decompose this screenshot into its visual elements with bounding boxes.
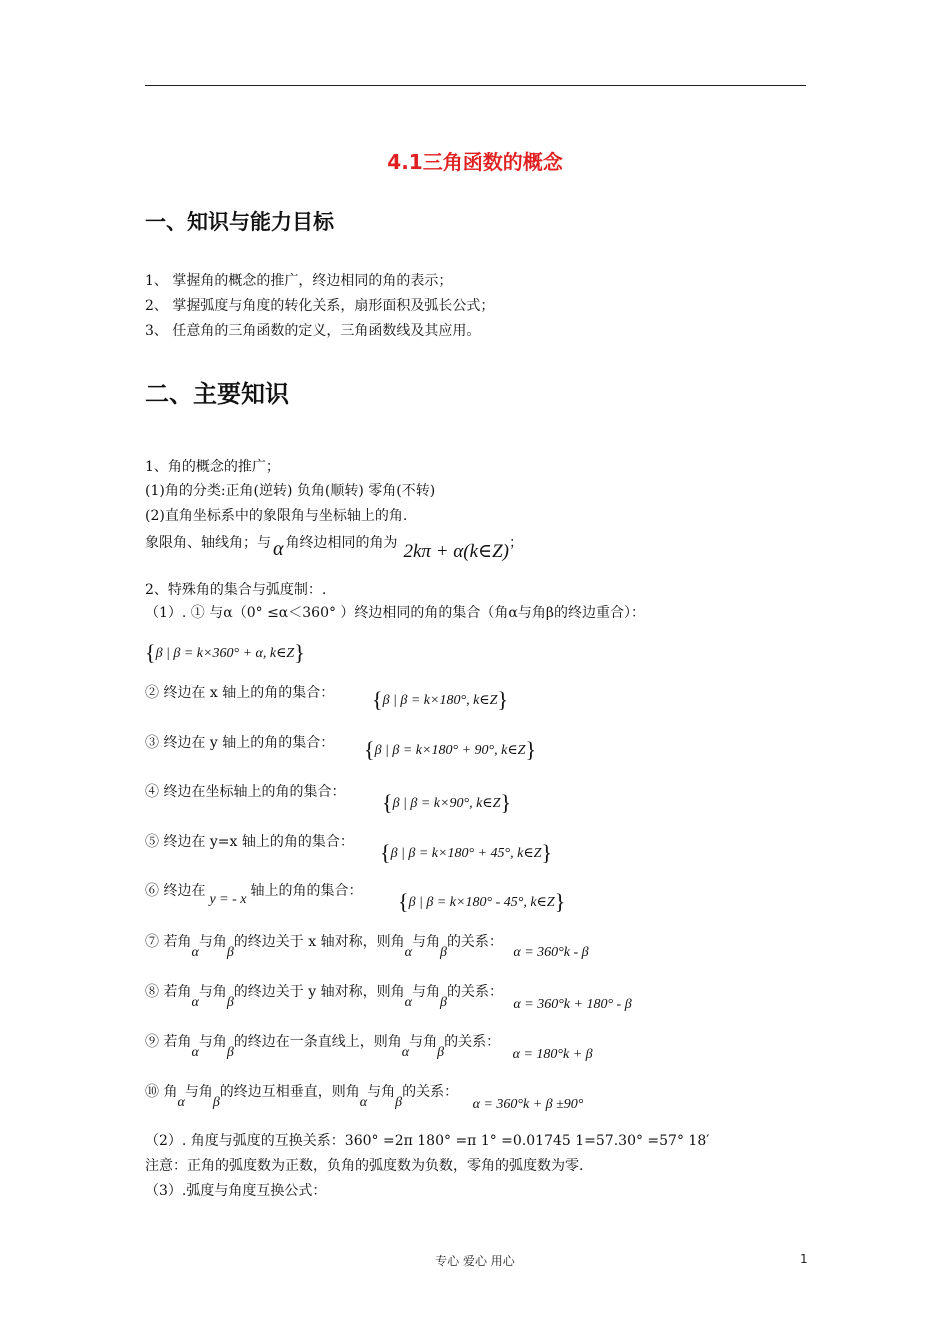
item-y-axis-label: ③ 终边在 y 轴上的角的集合： <box>145 735 335 751</box>
set-formula-yx: {β | β = k×180° + 45°, k∈Z} <box>380 840 553 865</box>
p2-sub2: （2）. 角度与弧度的互换关系：360° =2π 180° =π 1° =0.01745 1=57.30° =57° 18′ <box>145 1133 710 1149</box>
item-x-axis-label: ② 终边在 x 轴上的角的集合： <box>145 685 335 701</box>
p1-line3-end: ； <box>508 535 523 551</box>
alpha-symbol: α <box>273 538 284 560</box>
item-yx-label: ⑤ 终边在 y=x 轴上的角的集合： <box>145 834 354 850</box>
goal-item-2: 2、 掌握弧度与角度的转化关系，扇形面积及弧长公式； <box>145 298 495 314</box>
set-formula-axes: {β | β = k×90°, k∈Z} <box>382 790 511 815</box>
header-rule <box>145 85 806 86</box>
item-axes-label: ④ 终边在坐标轴上的角的集合： <box>145 784 346 800</box>
page-title: 4.1三角函数的概念 <box>387 150 563 174</box>
p1-line3-text-a: 象限角、轴线角；与 <box>145 535 271 551</box>
p1-line3-text-b: 角终边相同的角为 <box>285 535 398 551</box>
set-formula-y-neg-x: {β | β = k×180° - 45°, k∈Z} <box>398 889 566 914</box>
note: 注意：正角的弧度数为正数，负角的弧度数为负数，零角的弧度数为零. <box>145 1158 584 1174</box>
formula-same-line: α = 180°k + β <box>512 1047 593 1062</box>
p1-line2: (2)直角坐标系中的象限角与坐标轴上的角. <box>145 508 408 524</box>
footer-text: 专心 爱心 用心 <box>435 1254 515 1268</box>
page-number: 1 <box>800 1252 808 1266</box>
p1-line3 <box>145 531 523 562</box>
p2-sub1: （1）. ① 与α（0° ≤α＜360° ）终边相同的角的集合（角α与角β的终边重合）： <box>145 605 645 621</box>
p2-title: 2、特殊角的集合与弧度制：. <box>145 582 327 598</box>
section1-heading: 一、知识与能力目标 <box>145 210 334 234</box>
item-y-neg-x-label: ⑥ 终边在y = - x轴上的角的集合： <box>145 883 363 907</box>
formula-perpendicular: α = 360°k + β ±90° <box>472 1097 584 1112</box>
set-formula-x-axis: {β | β = k×180°, k∈Z} <box>372 687 508 712</box>
formula-y-symmetric: α = 360°k + 180° - β <box>513 997 632 1012</box>
goal-item-1: 1、 掌握角的概念的推广，终边相同的角的表示； <box>145 273 453 289</box>
set-formula-1: {β | β = k×360° + α, k∈Z} <box>145 640 305 665</box>
p2-sub3: （3）.弧度与角度互换公式： <box>145 1183 327 1199</box>
relation-y-symmetric: ⑧ 若角α与角β的终边关于 y 轴对称，则角α与角β的关系： α = 360°k + 180° - β <box>145 984 632 1012</box>
section2-heading: 二、主要知识 <box>145 380 289 408</box>
relation-x-symmetric: ⑦ 若角α与角β的终边关于 x 轴对称，则角α与角β的关系： α = 360°k - β <box>145 934 589 960</box>
set-formula-y-axis: {β | β = k×180° + 90°, k∈Z} <box>364 737 537 762</box>
formula-x-symmetric: α = 360°k - β <box>513 945 589 960</box>
coterminal-formula: 2kπ + α(k∈Z) <box>403 541 509 562</box>
goal-item-3: 3、 任意角的三角函数的定义，三角函数线及其应用。 <box>145 323 481 339</box>
p1-line1: (1)角的分类:正角(逆转) 负角(顺转) 零角(不转) <box>145 483 436 499</box>
relation-same-line: ⑨ 若角α与角β的终边在一条直线上，则角α与角β的关系： α = 180°k + β <box>145 1034 593 1062</box>
p1-title: 1、角的概念的推广； <box>145 459 280 475</box>
relation-perpendicular: ⑩ 角α与角β的终边互相垂直，则角α与角β的关系： α = 360°k + β ±90° <box>145 1084 584 1112</box>
